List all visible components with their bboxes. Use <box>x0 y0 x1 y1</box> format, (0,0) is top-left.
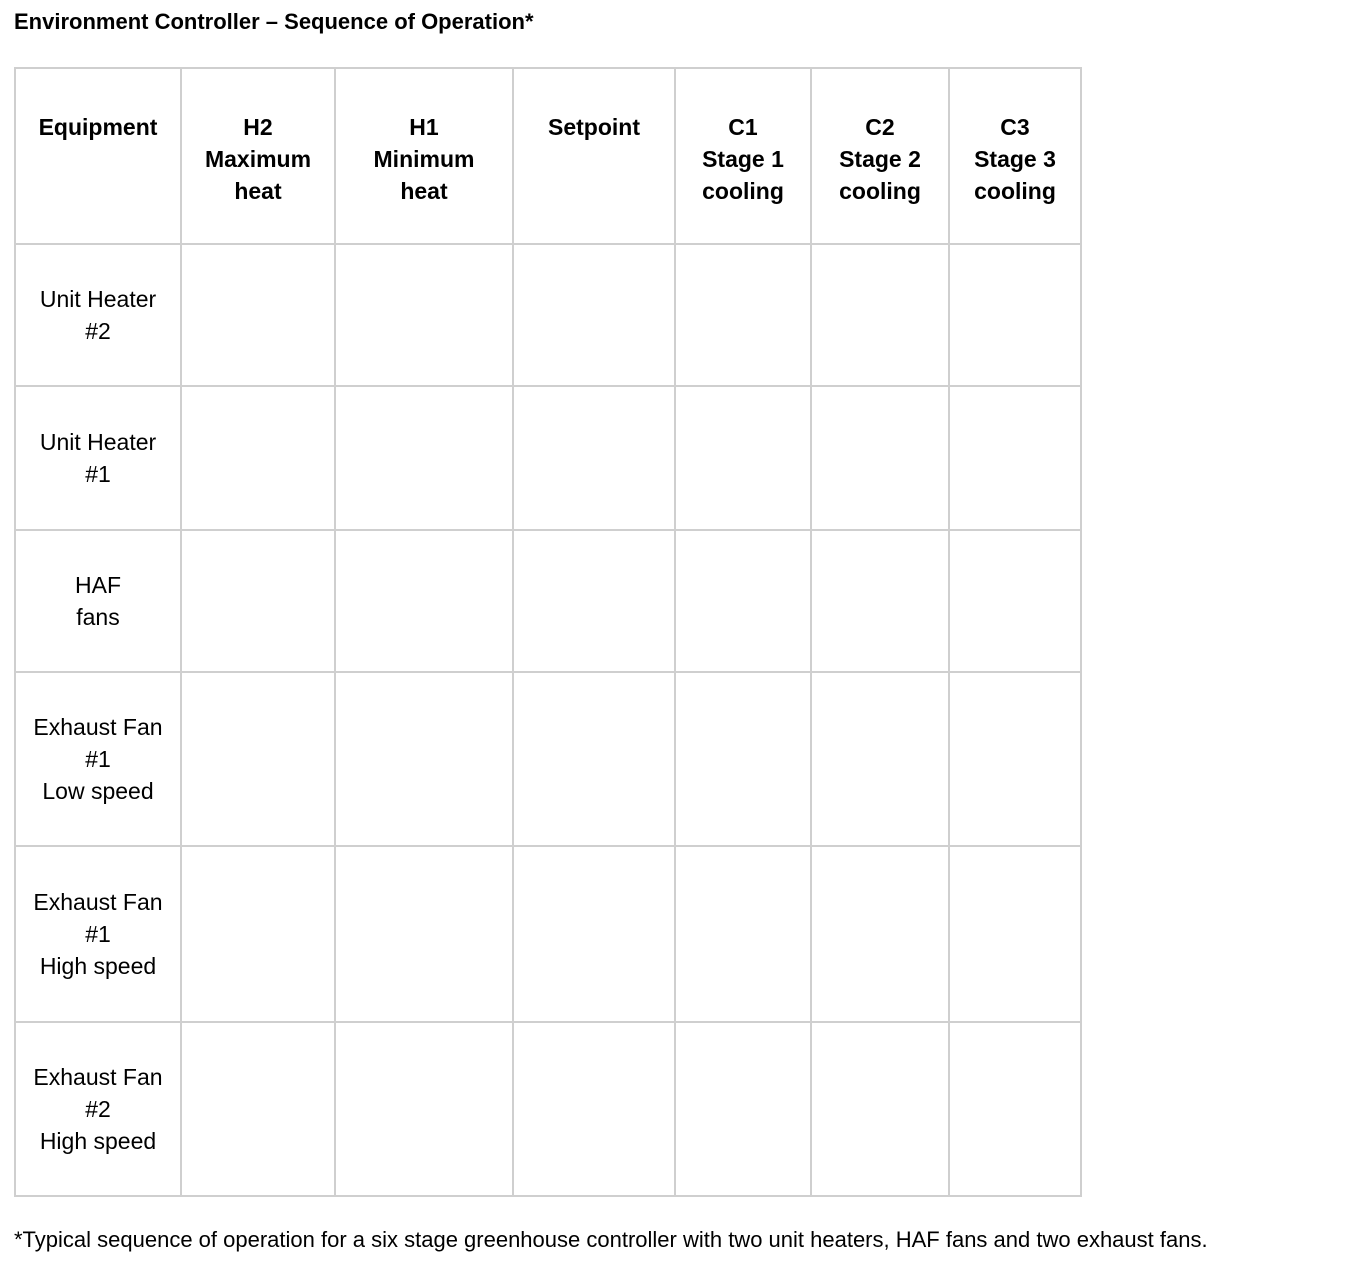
equipment-line: #1 <box>85 746 111 772</box>
equipment-line: #1 <box>85 461 111 487</box>
empty-cell[interactable] <box>675 530 811 672</box>
empty-cell[interactable] <box>335 672 513 846</box>
empty-cell[interactable] <box>513 530 675 672</box>
equipment-cell <box>15 386 181 530</box>
empty-cell[interactable] <box>949 846 1081 1022</box>
empty-cell[interactable] <box>949 244 1081 386</box>
header-line: Stage 2 <box>839 146 921 172</box>
equipment-line: fans <box>76 604 120 630</box>
empty-cell[interactable] <box>335 244 513 386</box>
header-line: Setpoint <box>548 114 640 140</box>
empty-cell[interactable] <box>513 846 675 1022</box>
empty-cell[interactable] <box>513 1022 675 1196</box>
table-header-row <box>15 68 1081 244</box>
empty-cell[interactable] <box>335 846 513 1022</box>
column-header-c2 <box>811 68 949 244</box>
equipment-line: #2 <box>85 318 111 344</box>
empty-cell[interactable] <box>181 672 335 846</box>
header-line: heat <box>234 178 282 204</box>
table-row <box>15 386 1081 530</box>
empty-cell[interactable] <box>949 1022 1081 1196</box>
equipment-cell <box>15 672 181 846</box>
table-row <box>15 846 1081 1022</box>
column-header-h1 <box>335 68 513 244</box>
header-line: H1 <box>409 114 439 140</box>
equipment-line: High speed <box>39 953 157 979</box>
empty-cell[interactable] <box>181 846 335 1022</box>
equipment-cell <box>15 1022 181 1196</box>
empty-cell[interactable] <box>949 530 1081 672</box>
empty-cell[interactable] <box>811 1022 949 1196</box>
equipment-line: High speed <box>39 1128 157 1154</box>
header-line: Equipment <box>38 114 158 140</box>
empty-cell[interactable] <box>811 672 949 846</box>
empty-cell[interactable] <box>675 1022 811 1196</box>
equipment-line: Unit Heater <box>39 429 157 455</box>
equipment-cell <box>15 244 181 386</box>
equipment-cell <box>15 846 181 1022</box>
equipment-cell <box>15 530 181 672</box>
empty-cell[interactable] <box>513 386 675 530</box>
equipment-line: #1 <box>85 921 111 947</box>
sequence-table <box>14 67 1082 1197</box>
header-line: C1 <box>728 114 758 140</box>
empty-cell[interactable] <box>811 386 949 530</box>
header-line: Stage 3 <box>974 146 1056 172</box>
column-header-c1 <box>675 68 811 244</box>
footnote: *Typical sequence of operation for a six stage greenhouse controller with two unit heaters, HAF fans and two exhaust fans. <box>14 1227 1208 1252</box>
header-line: cooling <box>974 178 1056 204</box>
equipment-line: #2 <box>85 1096 111 1122</box>
table-row <box>15 530 1081 672</box>
equipment-line: Low speed <box>42 778 154 804</box>
empty-cell[interactable] <box>335 1022 513 1196</box>
empty-cell[interactable] <box>675 846 811 1022</box>
empty-cell[interactable] <box>181 1022 335 1196</box>
table-row <box>15 244 1081 386</box>
header-line: Maximum <box>204 146 312 172</box>
empty-cell[interactable] <box>181 244 335 386</box>
equipment-line: Exhaust Fan <box>33 889 163 915</box>
header-line: cooling <box>839 178 921 204</box>
empty-cell[interactable] <box>181 530 335 672</box>
equipment-line: Exhaust Fan <box>33 714 163 740</box>
empty-cell[interactable] <box>675 386 811 530</box>
equipment-line: Exhaust Fan <box>33 1064 163 1090</box>
table-row <box>15 1022 1081 1196</box>
empty-cell[interactable] <box>675 244 811 386</box>
column-header-setpoint <box>513 68 675 244</box>
column-header-c3 <box>949 68 1081 244</box>
header-line: H2 <box>243 114 273 140</box>
header-line: heat <box>400 178 448 204</box>
header-line: C3 <box>1000 114 1030 140</box>
empty-cell[interactable] <box>949 672 1081 846</box>
equipment-line: Unit Heater <box>39 286 157 312</box>
empty-cell[interactable] <box>675 672 811 846</box>
column-header-equipment <box>15 68 181 244</box>
empty-cell[interactable] <box>513 672 675 846</box>
column-header-h2 <box>181 68 335 244</box>
table-row <box>15 672 1081 846</box>
page-title: Environment Controller – Sequence of Operation* <box>14 9 534 34</box>
empty-cell[interactable] <box>811 244 949 386</box>
header-line: Stage 1 <box>702 146 784 172</box>
header-line: C2 <box>865 114 895 140</box>
empty-cell[interactable] <box>181 386 335 530</box>
empty-cell[interactable] <box>513 244 675 386</box>
empty-cell[interactable] <box>811 530 949 672</box>
empty-cell[interactable] <box>335 530 513 672</box>
empty-cell[interactable] <box>949 386 1081 530</box>
empty-cell[interactable] <box>811 846 949 1022</box>
equipment-line: HAF <box>75 572 121 598</box>
empty-cell[interactable] <box>335 386 513 530</box>
header-line: cooling <box>702 178 784 204</box>
header-line: Minimum <box>373 146 475 172</box>
